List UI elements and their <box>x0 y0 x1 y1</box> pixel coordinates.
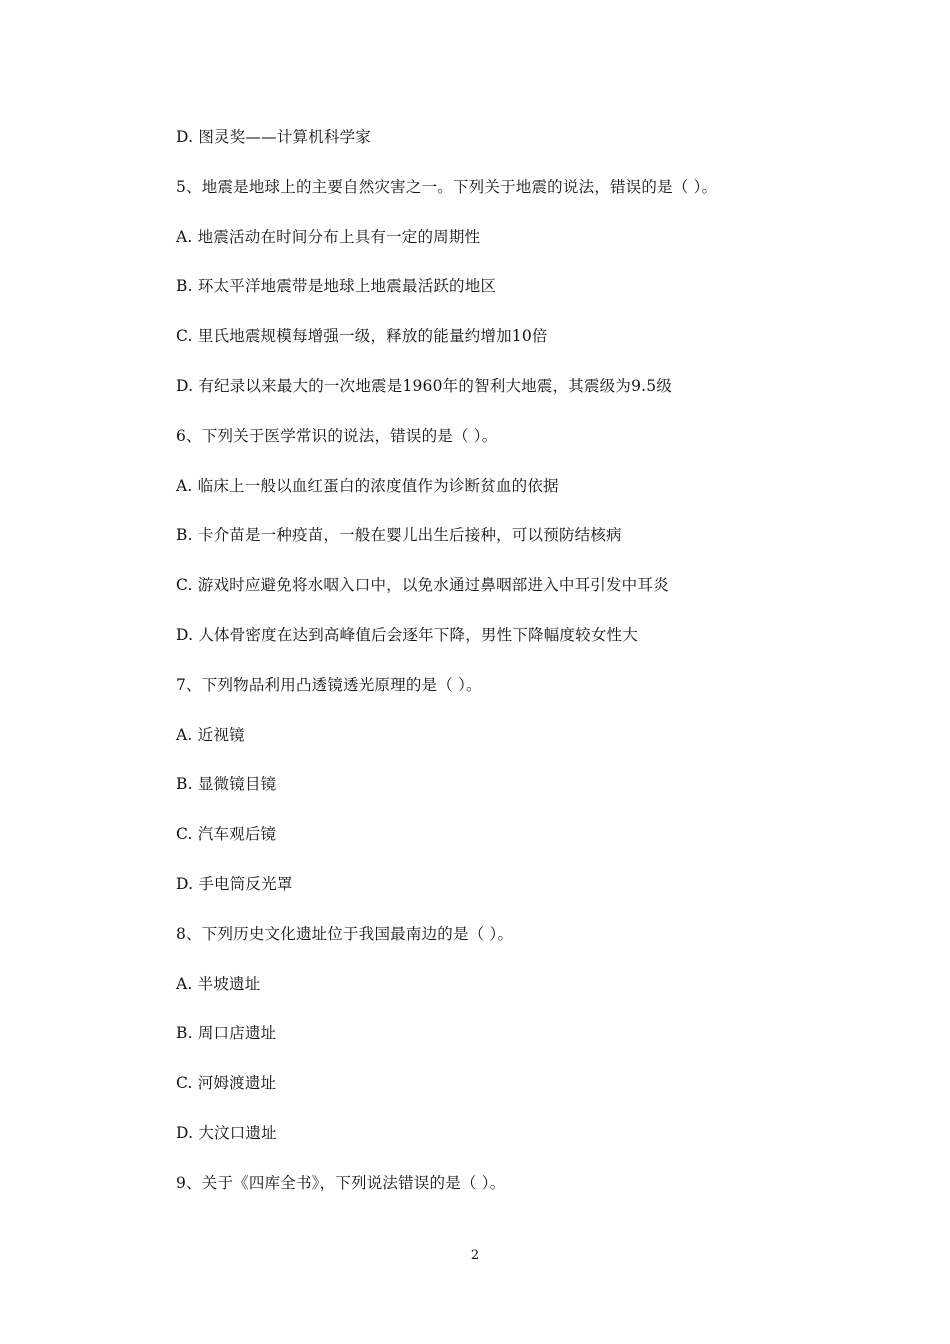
question-line: 7、下列物品利用凸透镜透光原理的是（ ）。 <box>176 675 482 694</box>
option-line: C. 里氏地震规模每增强一级，释放的能量约增加10倍 <box>176 327 548 346</box>
option-line: A. 半坡遗址 <box>176 974 261 993</box>
option-line: C. 河姆渡遗址 <box>176 1074 277 1093</box>
option-line: A. 临床上一般以血红蛋白的浓度值作为诊断贫血的依据 <box>176 476 559 495</box>
document-body <box>176 124 816 1220</box>
page-number: 2 <box>470 1248 480 1263</box>
option-line: D. 大汶口遗址 <box>176 1123 277 1142</box>
option-line: C. 汽车观后镜 <box>176 825 277 844</box>
option-line: A. 近视镜 <box>176 725 245 744</box>
option-line: C. 游戏时应避免将水咽入口中，以免水通过鼻咽部进入中耳引发中耳炎 <box>176 576 669 595</box>
question-line: 8、下列历史文化遗址位于我国最南边的是（ ）。 <box>176 924 514 943</box>
option-line: B. 显微镜目镜 <box>176 775 277 794</box>
option-line: B. 周口店遗址 <box>176 1024 277 1043</box>
question-line: 5、地震是地球上的主要自然灾害之一。下列关于地震的说法，错误的是（ ）。 <box>176 177 718 196</box>
option-line: D. 有纪录以来最大的一次地震是1960年的智利大地震，其震级为9.5级 <box>176 376 673 395</box>
option-line: D. 人体骨密度在达到高峰值后会逐年下降，男性下降幅度较女性大 <box>176 625 638 644</box>
option-line: D. 图灵奖——计算机科学家 <box>176 128 372 146</box>
option-line: B. 环太平洋地震带是地球上地震最活跃的地区 <box>176 277 497 296</box>
option-line: B. 卡介苗是一种疫苗，一般在婴儿出生后接种，可以预防结核病 <box>176 526 622 545</box>
option-line: D. 手电筒反光罩 <box>176 874 293 893</box>
question-line: 6、下列关于医学常识的说法，错误的是（ ）。 <box>176 426 498 445</box>
option-line: A. 地震活动在时间分布上具有一定的周期性 <box>176 227 481 246</box>
question-line: 9、关于《四库全书》，下列说法错误的是（ ）。 <box>176 1173 506 1192</box>
